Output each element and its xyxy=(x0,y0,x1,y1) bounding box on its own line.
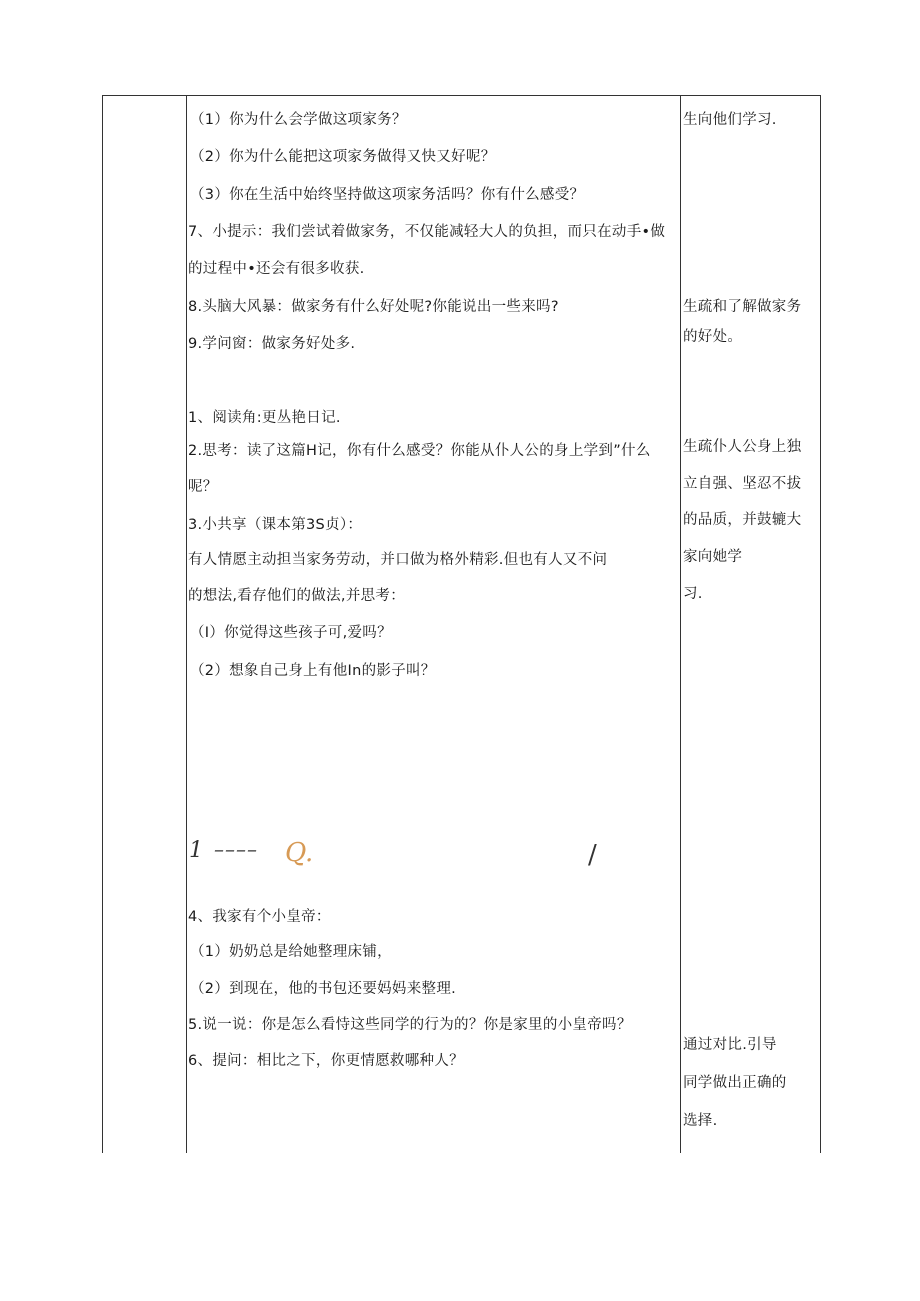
goal-note-3-line-1: 生疏仆人公身上独 xyxy=(683,439,802,455)
table-right-border xyxy=(820,95,821,1153)
share-body-1: 有人情愿主动担当家务劳动，并口做为格外精彩.但也有人又不问 xyxy=(188,552,608,568)
goal-note-3-line-2: 立自强、坚忍不拔 xyxy=(683,476,802,492)
goal-note-3-line-5: 习. xyxy=(683,586,703,602)
tip-line-2: 的过程中•还会有很多收获. xyxy=(188,261,365,277)
goal-note-4-line-3: 选择. xyxy=(683,1113,718,1129)
handwritten-dashes: –––– xyxy=(214,837,258,861)
goal-note-4-line-2: 同学做出正确的 xyxy=(683,1075,787,1091)
think-line-2: 呢？ xyxy=(188,479,218,495)
goal-note-3-line-4: 家向她学 xyxy=(683,549,743,565)
share-question-1: （I）你觉得这些孩子可,爱吗？ xyxy=(190,625,392,641)
handwritten-q-mark: Q. xyxy=(285,838,314,868)
table-column-divider-1 xyxy=(186,95,187,1153)
share-heading: 3.小共享（课本第3S贞）： xyxy=(188,517,363,533)
tip-line-1: 7、小提示：我们尝试着做家务，不仅能减轻大人的负担，而只在动手•做 xyxy=(188,224,666,240)
handwritten-mark-1: 1 xyxy=(189,838,203,863)
think-line-1: 2.思考：读了这篇H记，你有什么感受？你能从仆人公的身上学到”什么 xyxy=(188,443,651,459)
table-top-border xyxy=(102,95,821,96)
goal-note-3-line-3: 的品质，并鼓辘大 xyxy=(683,512,802,528)
brainstorm-line: 8.头脑大风暴：做家务有什么好处呢?你能说出一些来吗? xyxy=(188,299,559,315)
discussion-line: 5.说一说：你是怎么看恃这些同学的行为的？你是家里的小皇帝吗？ xyxy=(188,1017,632,1033)
question-1: （1）你为什么会学做这项家务？ xyxy=(190,112,407,128)
goal-note-2-line-2: 的好处。 xyxy=(683,329,743,345)
table-left-border xyxy=(102,95,103,1153)
share-question-2: （2）想象自己身上有他In的影子叫？ xyxy=(190,663,436,679)
share-body-2: 的想法,看存他们的做法,并思考： xyxy=(188,588,406,604)
emperor-question-1: （1）奶奶总是给她整理床铺， xyxy=(190,944,392,960)
table-column-divider-2 xyxy=(680,95,681,1153)
reading-corner-line: 1、阅读角:更丛艳日记. xyxy=(188,410,341,426)
question-3: （3）你在生活中始终坚持做这项家务活吗？你有什么感受？ xyxy=(190,187,585,203)
goal-note-2-line-1: 生疏和了解做家务 xyxy=(683,299,802,315)
handwritten-slash: / xyxy=(588,840,597,870)
goal-note-1: 生向他们学习. xyxy=(683,112,777,128)
goal-note-4-line-1: 通过对比.引导 xyxy=(683,1037,777,1053)
question-prompt-line: 6、提问：相比之下，你更情愿救哪种人？ xyxy=(188,1053,464,1069)
little-emperor-heading: 4、我家有个小皇帝： xyxy=(188,909,331,925)
question-2: （2）你为什么能把这项家务做得又快又好呢？ xyxy=(190,149,496,165)
emperor-question-2: （2）到现在，他的书包还要妈妈来整理. xyxy=(190,981,457,997)
knowledge-window-line: 9.学问窗：做家务好处多. xyxy=(188,336,356,352)
